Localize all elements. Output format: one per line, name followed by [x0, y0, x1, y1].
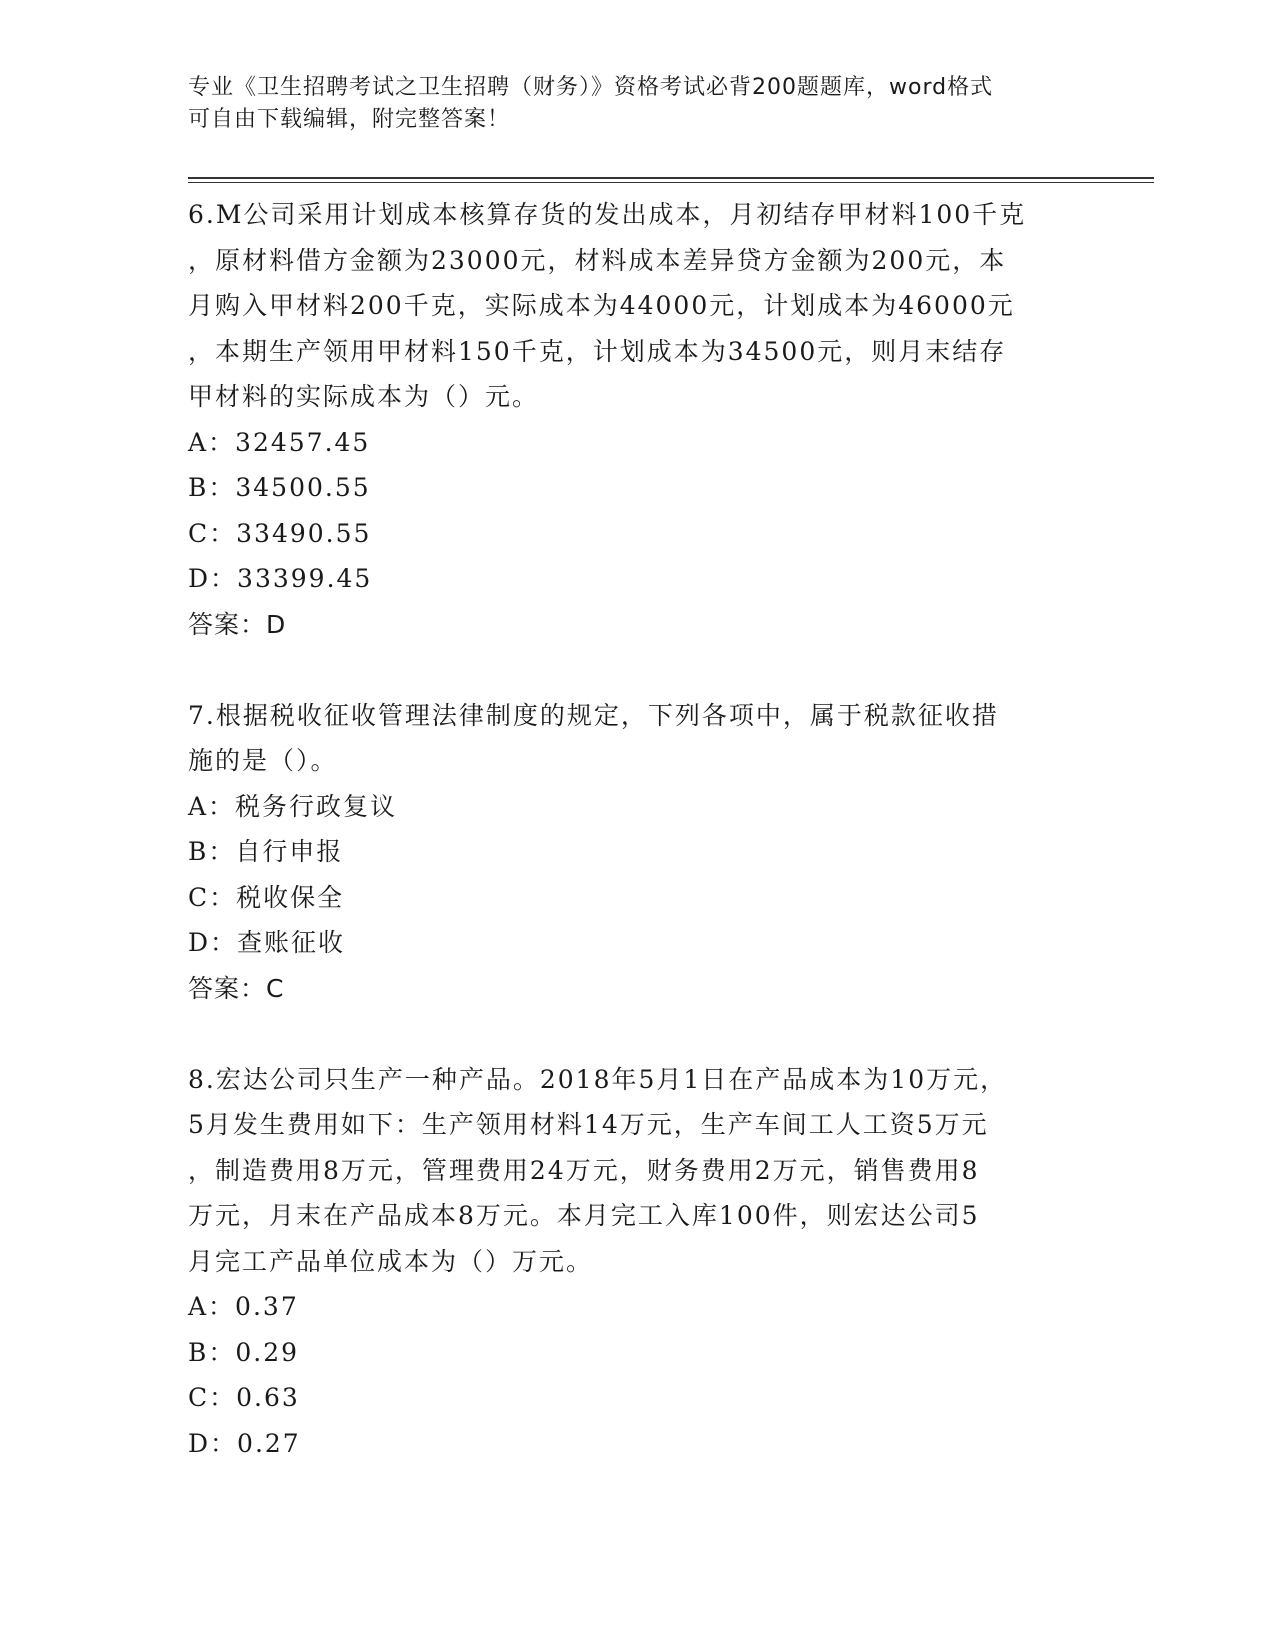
- question-text-line: 月完工产品单位成本为（）万元。: [188, 1246, 594, 1276]
- question-text-line: 6.M公司采用计划成本核算存货的发出成本，月初结存甲材料100千克: [188, 200, 1027, 229]
- option-d: D：查账征收: [188, 928, 346, 957]
- document-header: [188, 72, 1068, 136]
- question-text-line: ，制造费用8万元，管理费用24万元，财务费用2万元，销售费用8: [188, 1155, 980, 1185]
- option-d: D：33399.45: [188, 564, 373, 593]
- header-line-2: 可自由下载编辑，附完整答案！: [188, 107, 511, 132]
- question-text-line: 万元，月末在产品成本8万元。本月完工入库100件，则宏达公司5: [188, 1201, 980, 1230]
- option-c: C：33490.55: [188, 518, 372, 548]
- question-text-line: ，原材料借方金额为23000元，材料成本差异贷方金额为200元，本: [188, 245, 1007, 275]
- question-text-line: 月购入甲材料200千克，实际成本为44000元，计划成本为46000元: [188, 291, 1015, 320]
- option-a: A：32457.45: [188, 427, 371, 457]
- question-spacer: [188, 1011, 1088, 1057]
- option-c: C：税收保全: [188, 882, 345, 912]
- header-divider-thick: [188, 177, 1154, 179]
- question-text-line: 施的是（）。: [188, 746, 338, 775]
- option-a: A：0.37: [188, 1292, 299, 1321]
- question-spacer: [188, 647, 1088, 693]
- question-7: [188, 693, 1088, 1012]
- question-text-line: ，本期生产领用甲材料150千克，计划成本为34500元，则月末结存: [188, 336, 1007, 366]
- question-8: [188, 1057, 1088, 1467]
- answer: 答案：C: [188, 973, 285, 1003]
- option-d: D：0.27: [188, 1428, 301, 1458]
- option-b: B：自行申报: [188, 837, 344, 866]
- option-b: B：34500.55: [188, 473, 371, 502]
- question-text-line: 甲材料的实际成本为（）元。: [188, 382, 540, 411]
- question-text-line: 7.根据税收征收管理法律制度的规定，下列各项中，属于税款征收措: [188, 700, 999, 730]
- option-c: C：0.63: [188, 1383, 300, 1412]
- header-divider-thin: [188, 182, 1154, 183]
- question-text-line: 5月发生费用如下：生产领用材料14万元，生产车间工人工资5万元: [188, 1110, 989, 1139]
- option-a: A：税务行政复议: [188, 791, 398, 821]
- question-list: [188, 192, 1088, 1466]
- option-b: B：0.29: [188, 1337, 300, 1367]
- question-text-line: 8.宏达公司只生产一种产品。2018年5月1日在产品成本为10万元，: [188, 1064, 1008, 1094]
- header-line-1: 专业《卫生招聘考试之卫生招聘（财务）》资格考试必背200题题库，word格式: [188, 75, 994, 100]
- question-6: [188, 192, 1088, 647]
- answer: 答案：D: [188, 609, 287, 639]
